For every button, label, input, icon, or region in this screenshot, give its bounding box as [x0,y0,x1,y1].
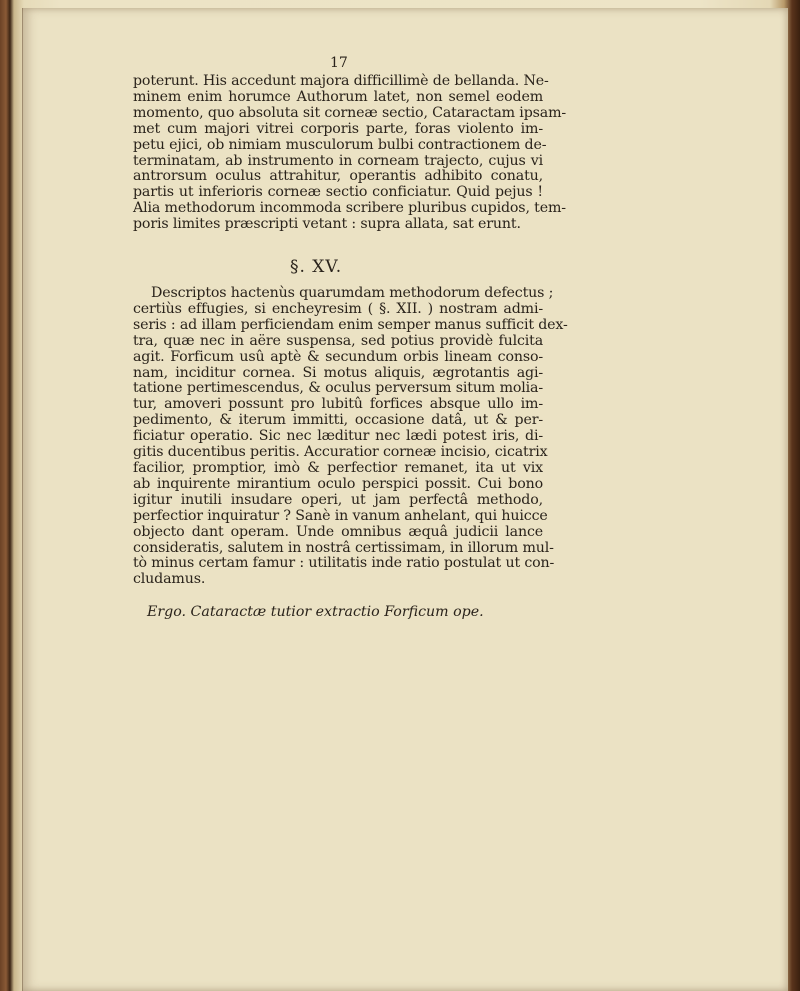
text-line: agit. Forficum usû aptè & secundum orbis lineam conso- [133,348,543,365]
text-line: poris limites præscripti vetant : supra allata, sat erunt. [133,216,521,233]
text-line: facilior, promptior, imò & perfectior remanet, ita ut vix [133,459,543,476]
text-line: Alia methodorum incommoda scribere pluribus cupidos, tem- [133,200,566,217]
text-line: poterunt. His accedunt majora difficillimè de bellanda. Ne- [133,73,549,89]
text-line: consideratis, salutem in nostrâ certissimam, in illorum mul- [133,539,554,556]
text-line: igitur inutili insudare operi, ut jam perfectâ methodo, [133,491,543,508]
text-line: tatione pertimescendus, & oculus perversum situm molia- [133,380,543,397]
text-line: petu ejici, ob nimiam musculorum bulbi contractionem de- [133,136,547,153]
conclusion-line: Ergo. Cataractæ tutior extractio Forficum ope. [147,604,484,620]
text-line: antrorsum oculus attrahitur, operantis adhibito conatu, [133,168,543,185]
text-line: pedimento, & iterum immitti, occasione datâ, ut & per- [133,412,543,429]
text-line: partis ut inferioris corneæ sectio conficiatur. Quid pejus ! [133,184,543,201]
gutter-edge [22,8,23,991]
text-line: gitis ducentibus peritis. Accuratior corneæ incisio, cicatrix [133,444,548,461]
page-number: 17 [330,55,348,71]
text-line: tur, amoveri possunt pro lubitû forfices absque ullo im- [133,396,543,413]
text-line: ab inquirente mirantium oculo perspici possit. Cui bono [133,475,543,492]
text-line: tra, quæ nec in aëre suspensa, sed potius providè fulcita [133,332,543,349]
text-line: nam, inciditur cornea. Si motus aliquis, ægrotantis agi- [133,364,543,381]
section-heading: §. XV. [290,257,343,277]
text-line: ficiatur operatio. Sic nec læditur nec lædi potest iris, di- [133,428,543,445]
text-line: seris : ad illam perficiendam enim semper manus sufficit dex- [133,316,568,333]
text-line: objecto dant operam. Unde omnibus æquâ judicii lance [133,523,543,540]
text-line: terminatam, ab instrumento in corneam trajecto, cujus vi [133,152,543,169]
paragraph-2 [133,285,568,588]
text-line: perfectior inquiratur ? Sanè in vanum anhelant, qui huicce [133,507,548,524]
text-line: tò minus certam famur : utilitatis inde ratio postulat ut con- [133,555,555,572]
text-line: minem enim horumce Authorum latet, non semel eodem [133,88,543,105]
text-line: met cum majori vitrei corporis parte, foras violento im- [133,120,543,137]
paragraph-1 [133,73,567,233]
text-line: momento, quo absoluta sit corneæ sectio, Cataractam ipsam- [133,104,567,121]
text-line: certiùs effugies, si encheyresim ( §. XII. ) nostram admi- [133,300,543,317]
text-line: Descriptos hactenùs quarumdam methodorum defectus ; [151,285,554,301]
text-line: cludamus. [133,571,206,588]
